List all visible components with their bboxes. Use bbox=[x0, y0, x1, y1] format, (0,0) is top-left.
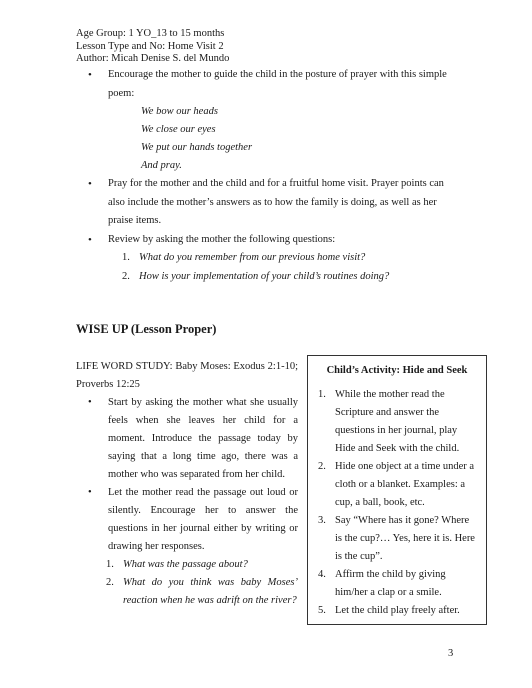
bullet-start bbox=[88, 394, 298, 484]
bullet-start-text: Start by asking the mother what she usually feels when she leaves her child for a moment. Introduce the passage today by saying that a long time ago, there was a mother who was separated from her child. bbox=[108, 397, 298, 480]
document-header bbox=[76, 28, 229, 66]
poem-line: We bow our heads bbox=[141, 106, 218, 117]
review-question bbox=[122, 268, 448, 287]
question-number: 1. bbox=[106, 559, 114, 570]
passage-question bbox=[106, 574, 298, 610]
childs-activity-box bbox=[307, 355, 487, 625]
life-word-study: LIFE WORD STUDY: Baby Moses: Exodus 2:1-10; Proverbs 12:25 bbox=[76, 361, 298, 390]
bullet-pray-text: Pray for the mother and the child and for a fruitful home visit. Prayer points can also include the mother’s answers as to how the family is doing, as well as her praise items. bbox=[108, 178, 444, 226]
activity-step bbox=[316, 458, 478, 512]
activity-step bbox=[316, 386, 478, 458]
question-number: 1. bbox=[122, 252, 130, 263]
question-text: What do you remember from our previous home visit? bbox=[139, 252, 366, 263]
activity-title: Child’s Activity: Hide and Seek bbox=[326, 365, 468, 376]
question-number: 2. bbox=[122, 270, 130, 282]
lesson-bullets bbox=[76, 394, 298, 556]
bullet-read-passage-text: Let the mother read the passage out loud or silently. Encourage her to answer the questions in her journal either by writing or drawing her responses. bbox=[108, 487, 298, 552]
step-number: 2. bbox=[318, 461, 326, 472]
step-text: Let the child play freely after. bbox=[335, 605, 460, 616]
bullet-review-text: Review by asking the mother the following questions: bbox=[108, 233, 336, 245]
poem bbox=[108, 103, 448, 175]
bullet-prayer-posture-text: Encourage the mother to guide the child in the posture of prayer with this simple poem: bbox=[108, 69, 447, 99]
section-title: WISE UP (Lesson Proper) bbox=[76, 322, 217, 336]
activity-step bbox=[316, 512, 478, 566]
activity-step bbox=[316, 602, 478, 620]
step-text: While the mother read the Scripture and answer the questions in her journal, play Hide and Seek with the child. bbox=[335, 389, 460, 454]
step-text: Hide one object at a time under a cloth or a blanket. Examples: a cup, a ball, book, etc. bbox=[335, 461, 475, 508]
passage-question bbox=[106, 556, 298, 574]
bullet-prayer-posture bbox=[88, 66, 448, 175]
step-text: Say “Where has it gone? Where is the cup?… Yes, here it is. Here is the cup”. bbox=[335, 515, 475, 562]
lesson-proper-column bbox=[76, 358, 298, 610]
intro-bullets bbox=[88, 66, 448, 286]
question-number: 2. bbox=[106, 577, 114, 588]
step-number: 3. bbox=[318, 515, 326, 526]
step-number: 5. bbox=[318, 605, 326, 616]
poem-line: We put our hands together bbox=[141, 142, 253, 153]
bullet-read-passage bbox=[88, 484, 298, 556]
question-text: How is your implementation of your child’s routines doing? bbox=[139, 270, 390, 282]
poem-line: And pray. bbox=[141, 160, 182, 171]
review-questions bbox=[108, 249, 448, 286]
step-text: Affirm the child by giving him/her a clap or a smile. bbox=[335, 569, 446, 598]
passage-questions bbox=[76, 556, 298, 610]
poem-line: We close our eyes bbox=[141, 124, 216, 135]
bullet-pray bbox=[88, 175, 448, 231]
author-line: Author: Micah Denise S. del Mundo bbox=[76, 53, 230, 64]
age-group-line: Age Group: 1 YO_13 to 15 months bbox=[76, 28, 225, 39]
lesson-line: Lesson Type and No: Home Visit 2 bbox=[76, 40, 224, 52]
step-number: 1. bbox=[318, 389, 326, 400]
page-number: 3 bbox=[448, 648, 454, 659]
activity-step bbox=[316, 566, 478, 602]
activity-steps bbox=[316, 386, 478, 620]
question-text: What do you think was baby Moses’ reaction when he was adrift on the river? bbox=[123, 577, 298, 606]
step-number: 4. bbox=[318, 569, 326, 580]
review-question bbox=[122, 249, 448, 268]
question-text: What was the passage about? bbox=[123, 559, 248, 570]
bullet-review bbox=[88, 231, 448, 287]
